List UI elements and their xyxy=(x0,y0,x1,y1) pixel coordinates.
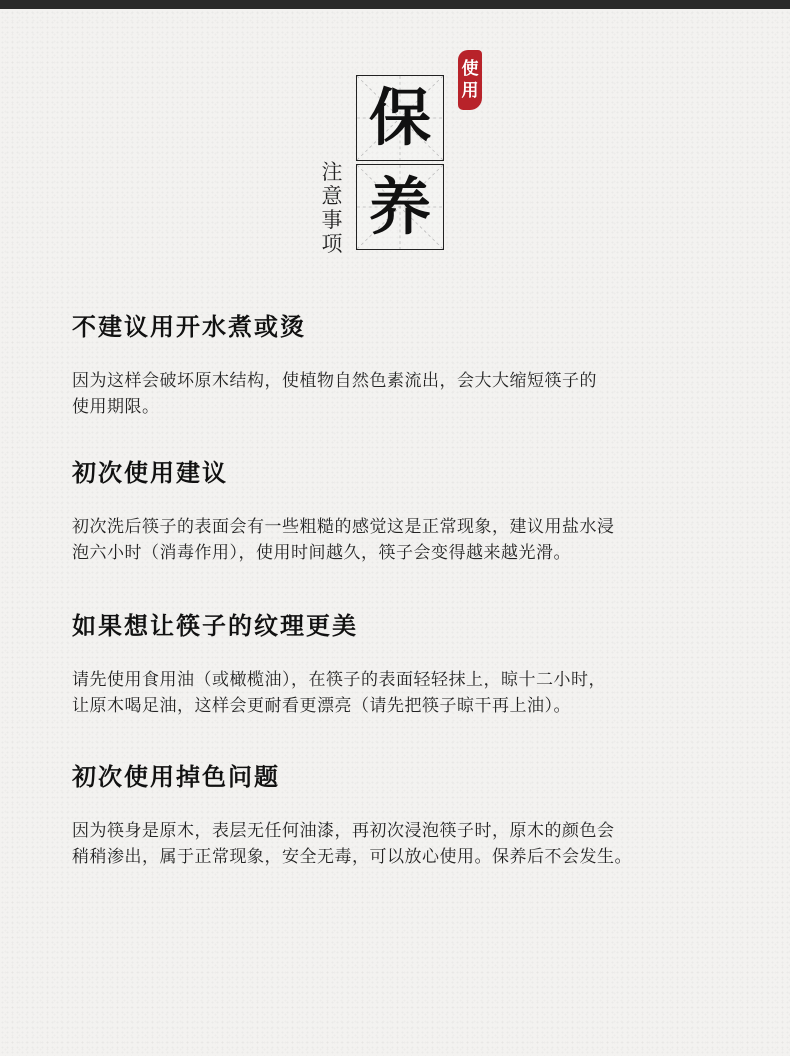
red-seal-stamp xyxy=(458,50,482,110)
section-body xyxy=(72,818,762,870)
section-heading: 如果想让筷子的纹理更美 xyxy=(72,611,358,640)
body-line: 请先使用食用油（或橄榄油），在筷子的表面轻轻抹上，晾十二小时， xyxy=(72,670,606,690)
body-line: 稍稍渗出，属于正常现象，安全无毒，可以放心使用。保养后不会发生。 xyxy=(72,847,632,867)
seal-char: 用 xyxy=(461,81,479,101)
vertical-caption xyxy=(318,160,346,256)
body-line: 因为筷身是原木，表层无任何油漆，再初次浸泡筷子时，原木的颜色会 xyxy=(72,821,615,841)
section-texture-care xyxy=(72,606,762,719)
seal-char: 使 xyxy=(461,59,479,79)
body-line: 泡六小时（消毒作用），使用时间越久，筷子会变得越来越光滑。 xyxy=(72,543,571,563)
section-body xyxy=(72,514,762,566)
caption-char: 注 xyxy=(321,160,343,184)
body-line: 初次洗后筷子的表面会有一些粗糙的感觉这是正常现象，建议用盐水浸 xyxy=(72,517,615,537)
caption-char: 事 xyxy=(321,208,343,232)
section-first-use xyxy=(72,453,762,566)
section-color-fading xyxy=(72,757,762,870)
title-char: 养 xyxy=(368,170,431,243)
caption-char: 意 xyxy=(321,184,343,208)
body-line: 使用期限。 xyxy=(72,397,160,417)
title-box-bottom xyxy=(356,164,444,250)
section-body xyxy=(72,667,762,719)
section-heading: 初次使用掉色问题 xyxy=(72,762,280,791)
section-boiling-warning xyxy=(72,307,762,420)
title-box-top xyxy=(356,75,444,161)
section-body xyxy=(72,368,762,420)
title-char: 保 xyxy=(368,81,431,154)
body-line: 因为这样会破坏原木结构，使植物自然色素流出，会大大缩短筷子的 xyxy=(72,371,597,391)
section-heading: 初次使用建议 xyxy=(72,458,228,487)
body-line: 让原木喝足油，这样会更耐看更漂亮（请先把筷子晾干再上油）。 xyxy=(72,696,571,716)
caption-char: 项 xyxy=(321,232,343,256)
top-bar xyxy=(0,0,790,9)
section-heading: 不建议用开水煮或烫 xyxy=(72,312,306,341)
